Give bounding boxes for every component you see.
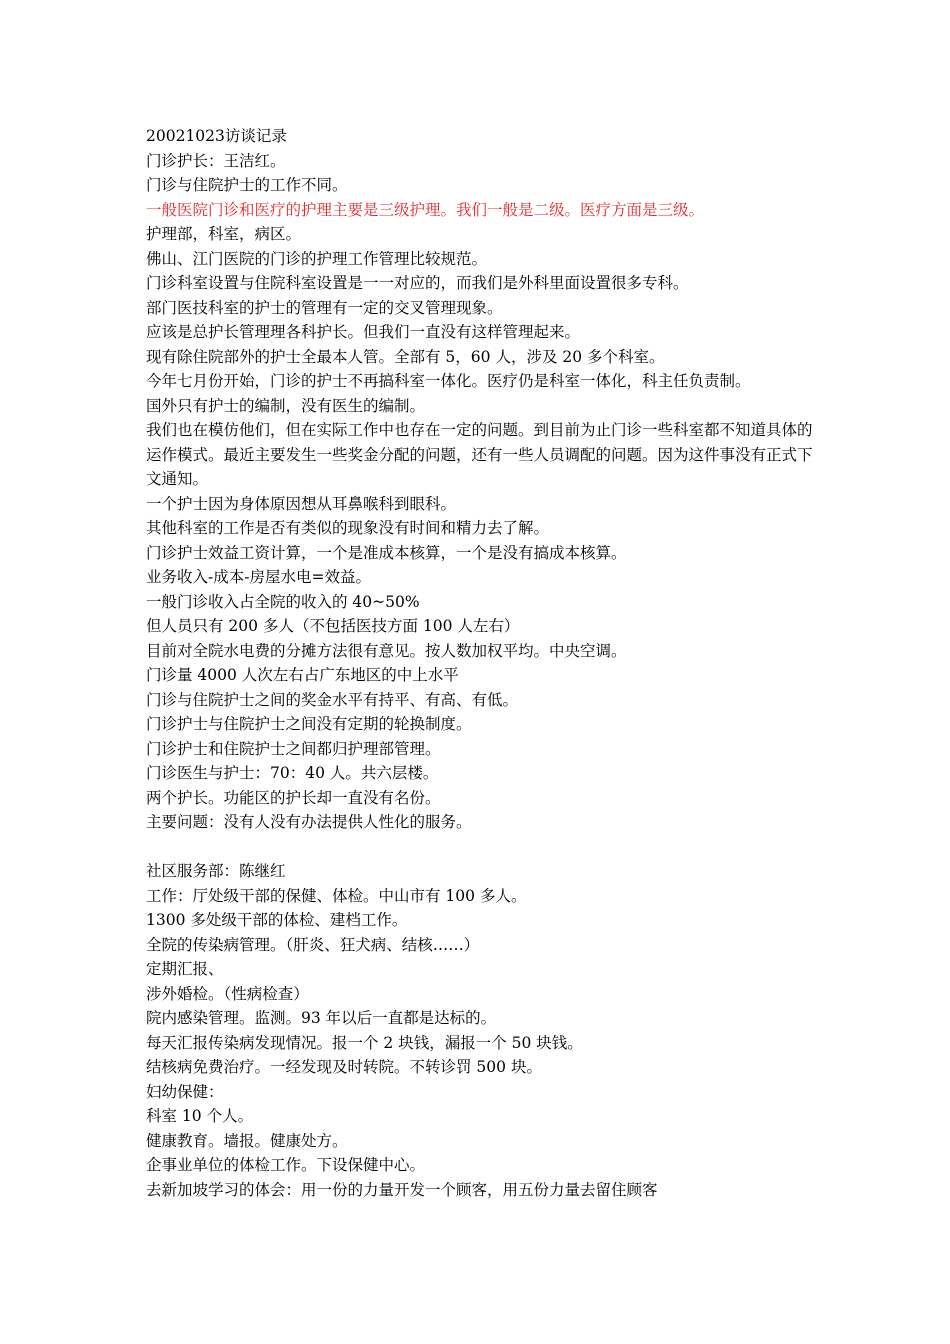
text-line: 门诊护士效益工资计算，一个是准成本核算，一个是没有搞成本核算。 [146, 543, 627, 562]
text-line: 门诊医生与护士：70：40 人。共六层楼。 [146, 764, 439, 782]
text-line: 主要问题：没有人没有办法提供人性化的服务。 [146, 813, 472, 831]
highlighted-text-line: 一般医院门诊和医疗的护理主要是三级护理。我们一般是二级。医疗方面是三级。 [146, 200, 705, 219]
community-service-title: 社区服务部：陈继红 [146, 862, 286, 880]
text-line: 涉外婚检。（性病检查） [146, 984, 309, 1003]
text-line: 去新加坡学习的体会：用一份的力量开发一个顾客，用五份力量去留住顾客 [146, 1180, 658, 1199]
text-line: 门诊与住院护士的工作不同。 [146, 176, 348, 194]
text-line: 门诊护士和住院护士之间都归护理部管理。 [146, 739, 441, 758]
text-line: 门诊护士与住院护士之间没有定期的轮换制度。 [146, 715, 472, 733]
text-line: 部门医技科室的护士的管理有一定的交叉管理现象。 [146, 298, 503, 317]
text-line: 院内感染管理。监测。93 年以后一直都是达标的。 [146, 1009, 497, 1027]
blank-line [146, 835, 814, 860]
text-line: 国外只有护士的编制，没有医生的编制。 [146, 396, 426, 415]
text-line: 科室 10 个人。 [146, 1107, 254, 1125]
text-line: 全院的传染病管理。（肝炎、狂犬病、结核……） [146, 935, 480, 954]
text-line: 应该是总护长管理理各科护长。但我们一直没有这样管理起来。 [146, 323, 581, 341]
text-line: 佛山、江门医院的门诊的护理工作管理比较规范。 [146, 249, 488, 268]
text-line: 妇幼保健： [146, 1082, 224, 1101]
document-body [146, 124, 814, 1202]
interview-record-title: 20021023访谈记录 [146, 127, 287, 145]
text-line: 今年七月份开始，门诊的护士不再搞科室一体化。医疗仍是科室一体化，科主任负责制。 [146, 372, 751, 390]
text-line: 健康教育。墙报。健康处方。 [146, 1131, 348, 1150]
text-line: 现有除住院部外的护士全最本人管。全部有 5，60 人，涉及 20 多个科室。 [146, 347, 665, 366]
text-line: 每天汇报传染病发现情况。报一个 2 块钱，漏报一个 50 块钱。 [146, 1033, 583, 1052]
text-line: 但人员只有 200 多人（不包括医技方面 100 人左右） [146, 617, 520, 635]
text-line: 定期汇报、 [146, 960, 224, 978]
text-line: 一个护士因为身体原因想从耳鼻喉科到眼科。 [146, 494, 457, 513]
text-line: 企事业单位的体检工作。下设保健中心。 [146, 1156, 426, 1174]
text-line: 业务收入-成本-房屋水电=效益。 [146, 568, 371, 586]
text-line: 其他科室的工作是否有类似的现象没有时间和精力去了解。 [146, 519, 550, 537]
text-paragraph: 我们也在模仿他们，但在实际工作中也存在一定的问题。到目前为止门诊一些科室都不知道具体的运作模式。最近主要发生一些奖金分配的问题，还有一些人员调配的问题。因为这件事没有正式下文通知。 [146, 421, 813, 488]
text-line: 1300 多处级干部的体检、建档工作。 [146, 911, 408, 929]
text-line: 两个护长。功能区的护长却一直没有名份。 [146, 788, 441, 807]
text-line: 结核病免费治疗。一经发现及时转院。不转诊罚 500 块。 [146, 1058, 542, 1076]
text-line: 门诊与住院护士之间的奖金水平有持平、有高、有低。 [146, 690, 519, 709]
text-line: 门诊护长：王洁红。 [146, 151, 286, 170]
text-line: 门诊量 4000 人次左右占广东地区的中上水平 [146, 666, 459, 684]
text-line: 门诊科室设置与住院科室设置是一一对应的，而我们是外科里面设置很多专科。 [146, 274, 689, 292]
text-line: 工作：厅处级干部的保健、体检。中山市有 100 多人。 [146, 886, 527, 905]
text-line: 护理部，科室，病区。 [146, 225, 302, 243]
text-line: 目前对全院水电费的分摊方法很有意见。按人数加权平均。中央空调。 [146, 641, 627, 660]
text-line: 一般门诊收入占全院的收入的 40~50% [146, 592, 420, 611]
